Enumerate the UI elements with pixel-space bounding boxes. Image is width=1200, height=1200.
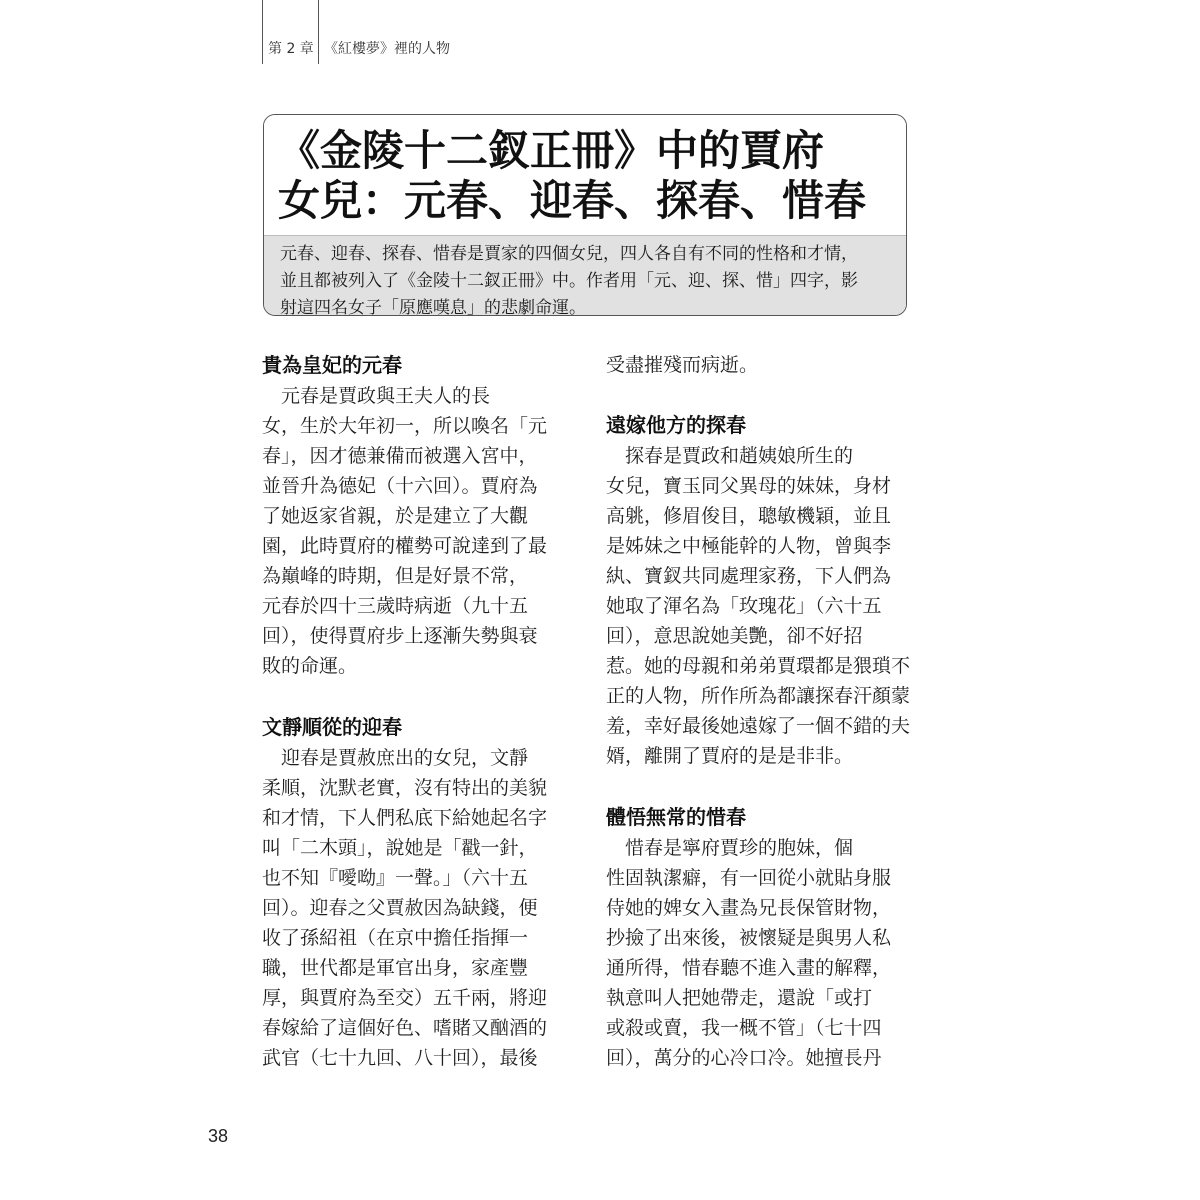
- body-line: 也不知『噯呦』一聲。」（六十五: [262, 867, 529, 889]
- body-line: 是姊妹之中極能幹的人物，曾與李: [606, 535, 892, 557]
- body-line: 回），使得賈府步上逐漸失勢與衰: [262, 625, 538, 647]
- body-line: 女兒，寶玉同父異母的妹妹，身材: [606, 475, 892, 497]
- body-line: 迎春是賈赦庶出的女兒，文靜: [262, 747, 529, 769]
- page-number: 38: [208, 1126, 229, 1146]
- body-line: 通所得，惜春聽不進入畫的解釋，: [606, 957, 892, 979]
- section-heading-yingchun: 文靜順從的迎春: [262, 715, 402, 739]
- body-line-continued: 受盡摧殘而病逝。: [606, 354, 759, 376]
- body-line: 回），意思說她美艷，卻不好招: [606, 625, 863, 647]
- body-line: 叫「二木頭」，說她是「戳一針，: [262, 837, 538, 859]
- summary-line: 射這四名女子「原應嘆息」的悲劇命運。: [280, 298, 586, 316]
- body-line: 侍她的婢女入畫為兄長保管財物，: [606, 897, 892, 919]
- body-line: 厚，與賈府為至交）五千兩，將迎: [262, 987, 548, 1009]
- summary-line: 元春、迎春、探春、惜春是賈家的四個女兒，四人各自有不同的性格和才情，: [280, 244, 858, 264]
- header-rule-left: [262, 0, 263, 64]
- body-line: 惜春是寧府賈珍的胞妹，個: [606, 837, 854, 859]
- section-heading-xichun: 體悟無常的惜春: [606, 805, 746, 829]
- body-line: 春嫁給了這個好色、嗜賭又酗酒的: [262, 1017, 548, 1039]
- running-header-chapter: 第 2 章: [268, 41, 314, 57]
- summary-line: 並且都被列入了《金陵十二釵正冊》中。作者用「元、迎、探、惜」四字，影: [280, 271, 858, 291]
- body-line: 並晉升為德妃（十六回）。賈府為: [262, 475, 538, 497]
- body-line: 執意叫人把她帶走，還說「或打: [606, 987, 873, 1009]
- summary-panel: [264, 235, 906, 315]
- running-header-title: 《紅樓夢》裡的人物: [324, 41, 450, 57]
- body-line: 紈、寶釵共同處理家務，下人們為: [606, 565, 892, 587]
- page-title-line-1: 《金陵十二釵正冊》中的賈府: [278, 126, 825, 175]
- body-line: 抄撿了出來後，被懷疑是與男人私: [606, 927, 892, 949]
- header-rule-right: [318, 0, 319, 64]
- body-line: 惹。她的母親和弟弟賈環都是猥瑣不: [606, 655, 911, 677]
- body-line: 回），萬分的心冷口冷。她擅長丹: [606, 1047, 882, 1069]
- body-line: 她取了渾名為「玫瑰花」（六十五: [606, 595, 882, 617]
- body-line: 武官（七十九回、八十回），最後: [262, 1047, 538, 1069]
- title-area: [264, 115, 906, 235]
- body-line: 探春是賈政和趙姨娘所生的: [606, 445, 854, 467]
- body-line: 羞，幸好最後她遠嫁了一個不錯的夫: [606, 715, 911, 737]
- body-line: 高䠷，修眉俊目，聰敏機穎，並且: [606, 505, 892, 527]
- body-line: 性固執潔癖，有一回從小就貼身服: [606, 867, 892, 889]
- body-line: 女，生於大年初一，所以喚名「元: [262, 415, 548, 437]
- body-line: 園，此時賈府的權勢可說達到了最: [262, 535, 548, 557]
- body-line: 和才情，下人們私底下給她起名字: [262, 807, 548, 829]
- page-title-line-2: 女兒：元春、迎春、探春、惜春: [278, 176, 867, 225]
- body-line: 婿，離開了賈府的是是非非。: [606, 745, 854, 767]
- body-line: 元春是賈政與王夫人的長: [262, 385, 491, 407]
- body-line: 職，世代都是軍官出身，家產豐: [262, 957, 529, 979]
- body-line: 正的人物，所作所為都讓探春汗顏蒙: [606, 685, 911, 707]
- body-line: 柔順，沈默老實，沒有特出的美貌: [262, 777, 548, 799]
- body-line: 或殺或賣，我一概不管」（七十四: [606, 1017, 882, 1039]
- section-heading-yuanchun: 貴為皇妃的元春: [262, 353, 402, 377]
- title-box: [263, 114, 907, 316]
- section-heading-tanchun: 遠嫁他方的探春: [606, 413, 746, 437]
- body-line: 回）。迎春之父賈赦因為缺錢，便: [262, 897, 538, 919]
- body-line: 為巔峰的時期，但是好景不常，: [262, 565, 529, 587]
- body-line: 收了孫紹祖（在京中擔任指揮一: [262, 927, 529, 949]
- body-line: 元春於四十三歲時病逝（九十五: [262, 595, 529, 617]
- body-line: 春」，因才德兼備而被選入宮中，: [262, 445, 538, 467]
- body-line: 敗的命運。: [262, 655, 358, 677]
- body-line: 了她返家省親，於是建立了大觀: [262, 505, 529, 527]
